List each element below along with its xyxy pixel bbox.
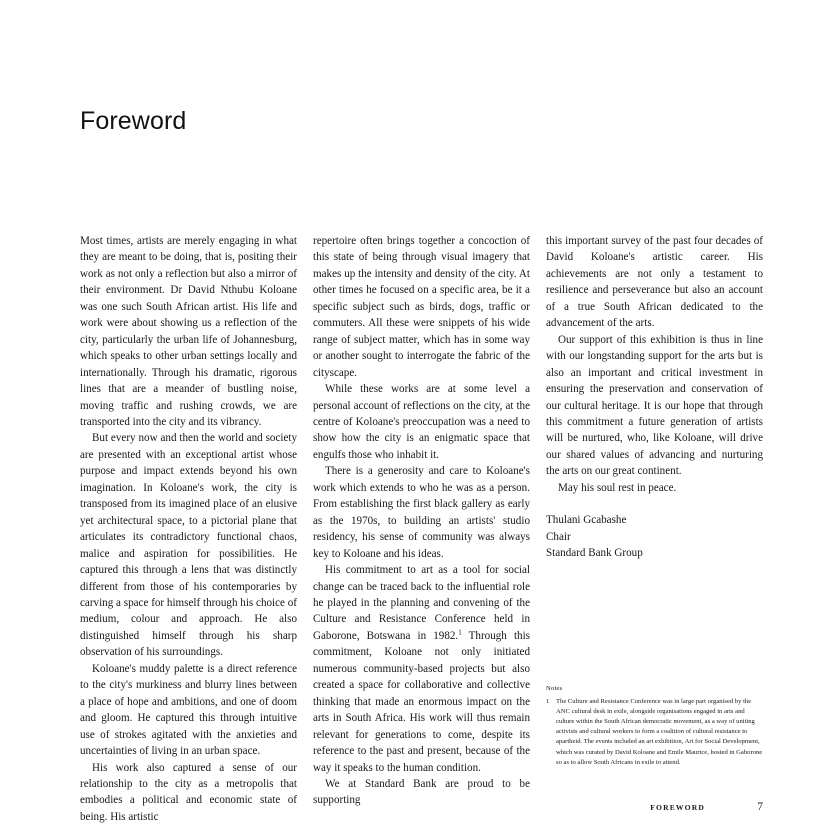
paragraph-with-footnote-reference (313, 562, 530, 776)
note-item (546, 697, 763, 768)
text-column-1 (80, 233, 297, 825)
paragraph-text: His commitment to art as a tool for social change can be traced back to the influential role he played in the planning and convening of the Culture and Resistance Conference held in Gaborone, Botswana in 1982. (313, 564, 530, 642)
paragraph-text-tail: Through this commitment, Koloane not only initiated numerous community-based projects but also created a space for collaborative and collective thinking that made an enormous impact on the arts in South Africa. His work will thus remain relevant for generations to come, despite its reference to the past and present, because of the way it speaks to the human condition. (313, 629, 530, 774)
page-footer (80, 801, 763, 813)
paragraph: There is a generosity and care to Koloane's work which extends to who he was as a person. From establishing the first black gallery as early as the 1970s, to building an artists' studio residency, his sense of community was always key to Koloane and his ideas. (313, 465, 530, 560)
three-column-text-body (80, 233, 763, 825)
paragraph: Our support of this exhibition is thus in line with our longstanding support for the arts but is also an important and critical investment in ensuring the preservation and conservation of our cultural heritage. It is our hope that through this commitment a future generation of artists will be nurtured, who, like Koloane, will drive our shared values of advancing and nurturing the arts on our great continent. (546, 333, 763, 478)
note-number: 1 (546, 697, 550, 705)
running-head: FOREWORD (650, 803, 705, 812)
paragraph: While these works are at some level a personal account of reflections on the city, at the centre of Koloane's preoccupation was a need to show how the city is an enigmatic space that engulfs those who inhabit it. (313, 383, 530, 461)
signature-name: Thulani Gcabashe (546, 514, 627, 527)
paragraph: Koloane's muddy palette is a direct reference to the city's murkiness and blurry lines between a place of hope and ambitions, and one of doom and gloom. He captured this through intuitive use of strokes agitated with the anxieties and uncertainties of living in an urban space. (80, 662, 297, 758)
signature-organisation: Standard Bank Group (546, 547, 643, 560)
paragraph-continuation: repertoire often brings together a concoction of this state of being through visual imagery that makes up the intensity and density of the city. At other times he focused on a specific area, be it a specific subject such as birds, dogs, traffic or commuters. All these were snippets of his wide range of subject matter, which has in some way or another sought to interrogate the fabric of the cityscape. (313, 235, 530, 379)
signature-block (546, 512, 763, 561)
text-column-2 (313, 233, 530, 809)
paragraph: Most times, artists are merely engaging in what they are meant to be doing, that is, positing their work as not only a reflection but also a mirror of their environment. Dr David Nthubu Koloane was one such South African artist. His life and work were about showing us a reflection of the city, particularly the urban life of Johannesburg, which speaks to other urban settings locally and internationally. Through his dramatic, rigorous lines that are a meander of bustling noise, moving traffic and rushing crowds, we are transported into the city and its vibrancy. (80, 235, 297, 428)
note-text: The Culture and Resistance Conference was in large part organised by the ANC cultural desk in exile, alongside organisations engaged in arts and culture within the South African democratic movement, as a way of uniting activists and cultural workers to form a coalition of cultural resistance to apartheid. The events included an art exhibition, Art for Social Development, which was curated by David Koloane and Emile Maurice, hosted in Gaborone so as to allow South Africans in exile to attend. (556, 697, 763, 766)
page-number: 7 (757, 801, 763, 813)
paragraph: But every now and then the world and society are presented with an exceptional artist whose purpose and impact extends beyond his own imagination. In Koloane's work, the city is transposed from its imagined place of an elusive yet architectural space, to a pictorial plane that articulates its contradictory functional chaos, malice and aspiration for possibilities. He captured this through a lens that was distinctly different from those of his contemporaries by carving a space for himself through his choice of medium, colour and approach. He also distinguished himself through his sharp observation of his surroundings. (80, 432, 297, 659)
paragraph: We at Standard Bank are proud to be supporting (313, 777, 530, 807)
page-title: Foreword (80, 107, 187, 135)
notes-section (546, 684, 763, 768)
signature-role: Chair (546, 530, 571, 543)
paragraph-continuation: this important survey of the past four decades of David Koloane's artistic career. His achievements are not only a testament to resilience and perseverance but also an account of a true South African dedicated to the advancement of the arts. (546, 235, 763, 330)
notes-heading: Notes (546, 684, 563, 692)
paragraph: May his soul rest in peace. (558, 481, 677, 494)
paragraph: His work also captured a sense of our relationship to the city as a metropolis that embodies a political and economic state of being. His artistic (80, 761, 297, 823)
footnote-reference-marker[interactable]: 1 (458, 628, 462, 637)
text-column-3 (546, 233, 763, 768)
